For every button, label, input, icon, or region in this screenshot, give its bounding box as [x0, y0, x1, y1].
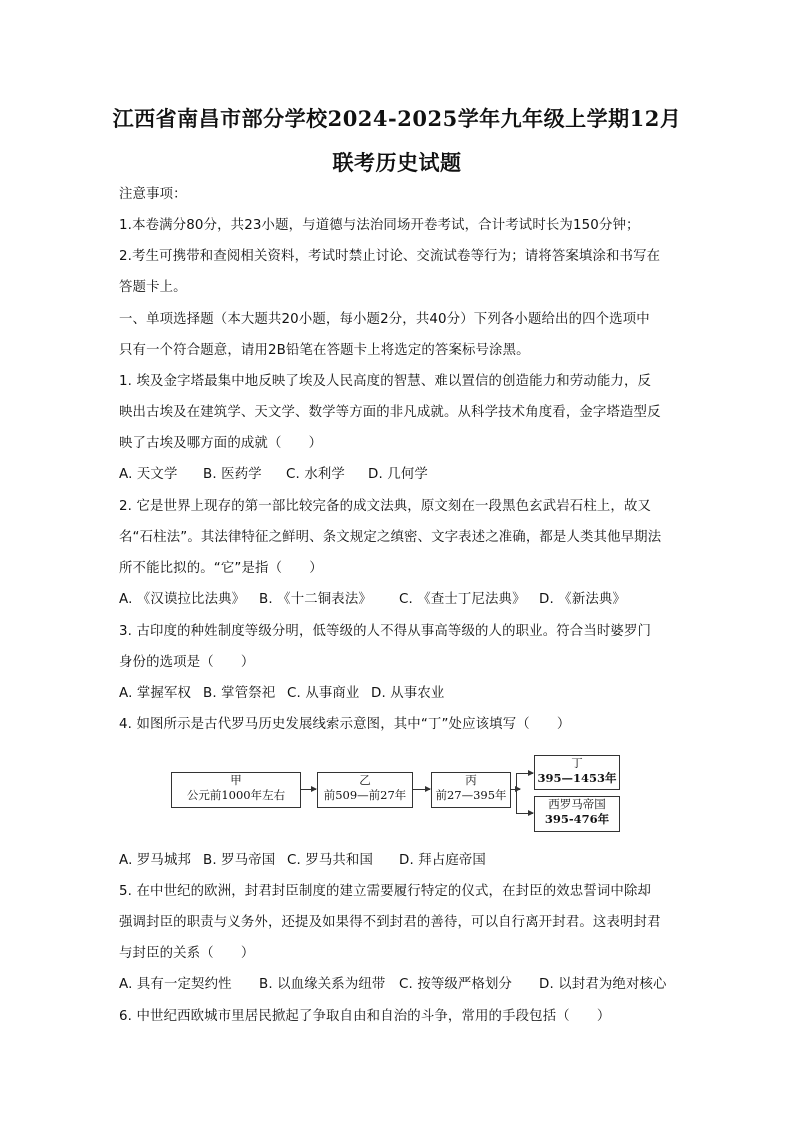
q4-options: [119, 852, 679, 870]
q5-option-b: B. 以血缘关系为纽带: [259, 977, 386, 992]
diagram-jia-date: 公元前1000年左右: [186, 788, 286, 802]
q5-stem-line2: 强调封臣的职责与义务外，还提及如果得不到封君的善待，可以自行离开封君。这表明封君: [119, 915, 661, 930]
notice-item-1: 1.本卷满分80分，共23小题，与道德与法治同场开卷考试，合计考试时长为150分钟；: [119, 218, 640, 233]
q5-option-d: D. 以封君为绝对核心: [539, 977, 667, 992]
diagram-box-yi: [317, 772, 413, 808]
diagram-box-jia: [171, 772, 301, 808]
q1-option-c: C. 水利学: [286, 467, 345, 482]
diagram-bing-date: 前27—395年: [435, 788, 507, 802]
diagram-arrow-west: [516, 813, 533, 814]
q2-stem-line2: 名“石柱法”。其法律特征之鲜明、条文规定之缜密、文字表述之准确，都是人类其他早期法: [119, 530, 662, 545]
q1-option-a: A. 天文学: [119, 467, 178, 482]
q3-option-d: D. 从事农业: [371, 686, 445, 701]
exam-title-line1: 江西省南昌市部分学校2024-2025学年九年级上学期12月: [112, 106, 682, 131]
q4-option-b: B. 罗马帝国: [203, 853, 276, 868]
q2-stem-line3: 所不能比拟的。“它”是指（ ）: [119, 561, 323, 576]
q1-stem-line2: 映出古埃及在建筑学、天文学、数学等方面的非凡成就。从科学技术角度看，金字塔造型反: [119, 405, 661, 420]
q1-option-d: D. 几何学: [368, 467, 428, 482]
diagram-arrow-1: [300, 789, 316, 790]
q5-options: [119, 976, 679, 994]
diagram-arrow-2: [412, 789, 430, 790]
q1-option-b: B. 医药学: [203, 467, 262, 482]
q3-option-a: A. 掌握军权: [119, 686, 192, 701]
diagram-ding-date: 395—1453年: [537, 771, 617, 785]
notice-item-2-line2: 答题卡上。: [119, 280, 187, 295]
q2-option-a: A. 《汉谟拉比法典》: [119, 592, 246, 607]
diagram-box-ding: [534, 755, 620, 790]
notice-heading: 注意事项：: [119, 187, 187, 202]
q3-stem-line2: 身份的选项是（ ）: [119, 655, 255, 670]
q5-option-c: C. 按等级严格划分: [399, 977, 513, 992]
q5-stem-line1: 5. 在中世纪的欧洲，封君封臣制度的建立需要履行特定的仪式，在封臣的效忠誓词中除却: [119, 884, 652, 899]
diagram-yi-label: 乙: [359, 773, 371, 787]
q5-stem-line3: 与封臣的关系（ ）: [119, 946, 255, 961]
q1-stem-line1: 1. 埃及金字塔最集中地反映了埃及人民高度的智慧、难以置信的创造能力和劳动能力，反: [119, 374, 652, 389]
q6-stem-line1: 6. 中世纪西欧城市里居民掀起了争取自由和自治的斗争，常用的手段包括（ ）: [119, 1009, 611, 1024]
q2-option-b: B. 《十二铜表法》: [259, 592, 372, 607]
q2-stem-line1: 2. 它是世界上现存的第一部比较完备的成文法典，原文刻在一段黑色玄武岩石柱上，故又: [119, 499, 652, 514]
q4-stem-line1: 4. 如图所示是古代罗马历史发展线索示意图，其中“丁”处应该填写（ ）: [119, 717, 571, 732]
diagram-branch-stem: [510, 789, 520, 790]
q4-option-a: A. 罗马城邦: [119, 853, 192, 868]
diagram-box-west-rome: [534, 796, 620, 832]
diagram-bing-label: 丙: [465, 773, 477, 787]
q4-option-d: D. 拜占庭帝国: [399, 853, 486, 868]
diagram-arrow-ding: [516, 773, 533, 774]
section-instructions-line2: 只有一个符合题意，请用2B铅笔在答题卡上将选定的答案标号涂黑。: [119, 343, 530, 358]
rome-timeline-diagram: [171, 755, 623, 835]
q2-option-d: D. 《新法典》: [539, 592, 626, 607]
q5-option-a: A. 具有一定契约性: [119, 977, 232, 992]
section-instructions-line1: 一、单项选择题（本大题共20小题，每小题2分，共40分）下列各小题给出的四个选项中: [119, 312, 650, 327]
diagram-jia-label: 甲: [230, 773, 242, 787]
q2-options: [119, 591, 679, 609]
diagram-box-bing: [431, 772, 511, 808]
diagram-yi-date: 前509—前27年: [323, 788, 407, 802]
q3-option-c: C. 从事商业: [287, 686, 360, 701]
q3-option-b: B. 掌管祭祀: [203, 686, 276, 701]
diagram-branch-vertical: [516, 773, 517, 813]
q4-option-c: C. 罗马共和国: [287, 853, 374, 868]
q2-option-c: C. 《查士丁尼法典》: [399, 592, 526, 607]
q3-stem-line1: 3. 古印度的种姓制度等级分明，低等级的人不得从事高等级的人的职业。符合当时婆罗门: [119, 624, 652, 639]
diagram-west-date: 395-476年: [544, 812, 610, 826]
q1-options: [119, 466, 679, 484]
notice-item-2-line1: 2.考生可携带和查阅相关资料，考试时禁止讨论、交流试卷等行为；请将答案填涂和书写在: [119, 249, 661, 264]
diagram-west-label: 西罗马帝国: [548, 797, 606, 811]
exam-title-line2: 联考历史试题: [332, 150, 462, 175]
q1-stem-line3: 映了古埃及哪方面的成就（ ）: [119, 436, 323, 451]
diagram-ding-label: 丁: [571, 756, 583, 770]
q3-options: [119, 685, 679, 703]
